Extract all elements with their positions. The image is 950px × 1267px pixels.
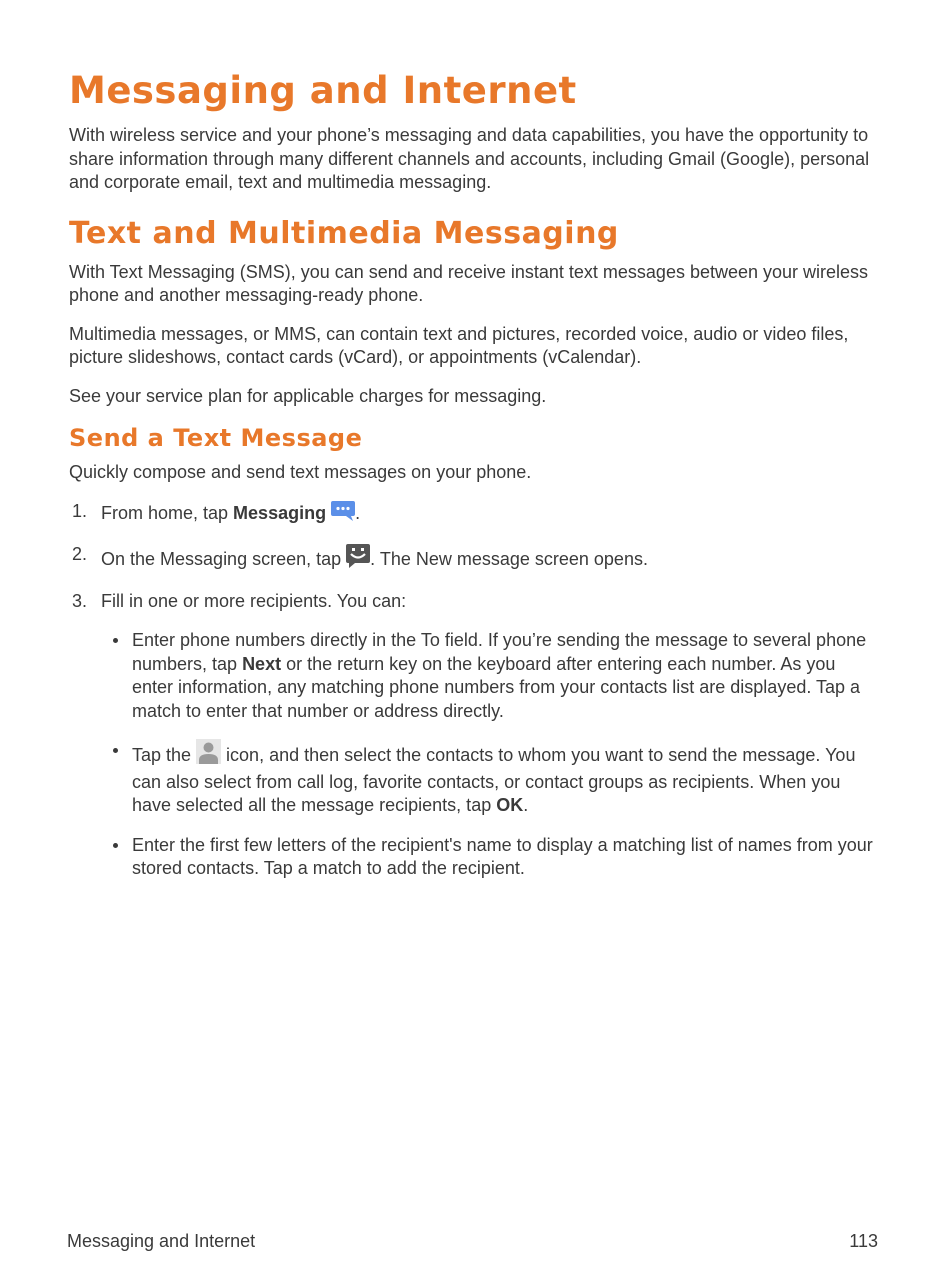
- bullet-item: [101, 629, 881, 723]
- bullet-text: Enter phone numbers directly in the To field. If you’re sending the message to several phone numbers, tap: [132, 630, 867, 674]
- intro-paragraph: With wireless service and your phone’s messaging and data capabilities, you have the opportunity to share information through many different channels and accounts, including Gmail (Google), personal and corporate email, text and multimedia messaging.: [69, 125, 870, 192]
- step-number: 2.: [72, 544, 88, 564]
- bullet-text: Tap the: [132, 745, 197, 765]
- subsection-intro: Quickly compose and send text messages on your phone.: [69, 462, 532, 482]
- bullet-dot: [113, 748, 118, 753]
- bullet-dot: [113, 638, 118, 643]
- mms-paragraph: Multimedia messages, or MMS, can contain text and pictures, recorded voice, audio or video files, picture slideshows, contact cards (vCard), or appointments (vCalendar).: [69, 323, 849, 367]
- bullet-bold-text: Next: [242, 653, 282, 674]
- new-message-icon: [346, 543, 370, 575]
- step-number: 3.: [72, 590, 88, 611]
- page-title: Messaging and Internet: [69, 69, 577, 112]
- footer-section-title: Messaging and Internet: [67, 1231, 256, 1251]
- bullet-item: [101, 834, 881, 881]
- charges-paragraph: See your service plan for applicable charges for messaging.: [69, 385, 547, 406]
- subsection-heading: Send a Text Message: [69, 424, 363, 452]
- steps-list: [69, 500, 881, 881]
- messaging-app-icon: [331, 500, 355, 529]
- step-text: From home, tap: [101, 502, 234, 523]
- contact-person-icon: [196, 739, 221, 771]
- step-text-end: . The New message screen opens.: [370, 549, 648, 569]
- step-item: [69, 500, 881, 529]
- bullet-text-end: .: [523, 795, 529, 815]
- step-bold-text: Messaging: [233, 502, 327, 523]
- step-text: On the Messaging screen, tap: [101, 549, 347, 569]
- step-text-end: .: [355, 502, 361, 523]
- step-number: 1.: [72, 500, 88, 521]
- bullet-dot: [113, 843, 118, 848]
- bullet-text-end: or the return key on the keyboard after entering each number. As you enter information, any matching phone numbers from your contacts list are displayed. Tap a match to enter that number or address directly.: [132, 653, 861, 721]
- document-page: [69, 68, 881, 897]
- sms-paragraph: With Text Messaging (SMS), you can send and receive instant text messages between your wireless phone and another messaging-ready phone.: [69, 261, 869, 305]
- step-item: [69, 590, 881, 881]
- step-text: Fill in one or more recipients. You can:: [101, 590, 407, 611]
- recipient-options-list: [101, 629, 881, 881]
- bullet-bold-text: OK: [496, 795, 524, 815]
- section-heading: Text and Multimedia Messaging: [69, 215, 619, 251]
- bullet-item: [101, 739, 881, 818]
- bullet-text-mid: icon, and then select the contacts to whom you want to send the message. You can also select from call log, favorite contacts, or contact groups as recipients. When you have selected all the message recipients, tap: [132, 745, 856, 815]
- footer-page-number: 113: [849, 1231, 878, 1251]
- bullet-text: Enter the first few letters of the recipient's name to display a matching list of names from your stored contacts. Tap a match to add the recipient.: [132, 834, 873, 878]
- step-item: [69, 543, 881, 575]
